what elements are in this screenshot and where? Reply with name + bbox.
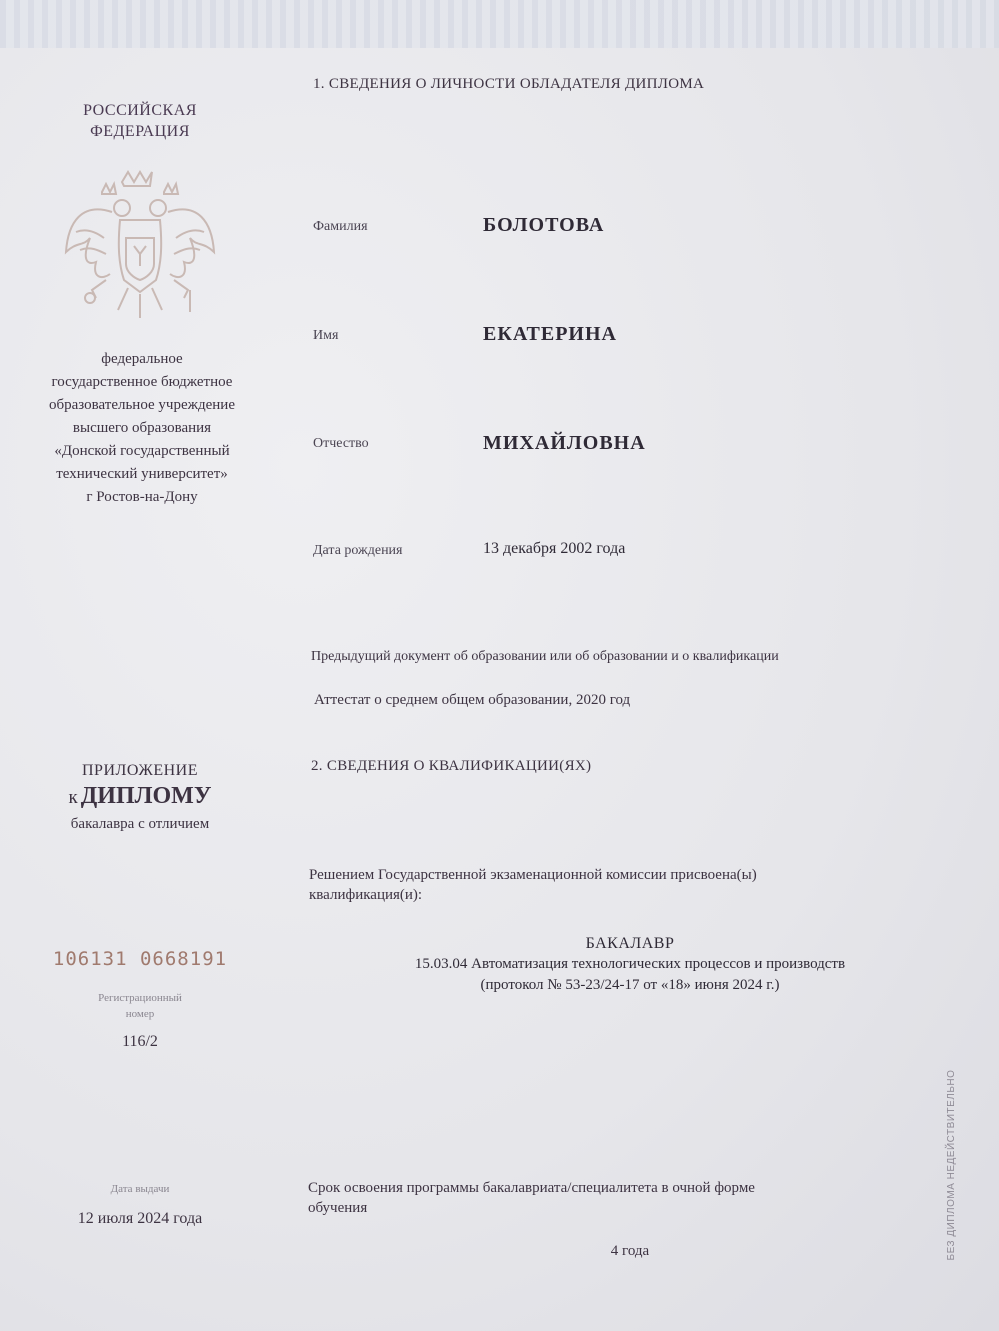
term-label-line-2: обучения [308, 1200, 368, 1216]
appendix-diploma-word: ДИПЛОМУ [80, 783, 212, 809]
patronymic-value: МИХАЙЛОВНА [483, 432, 646, 454]
institution-name [18, 348, 266, 509]
institution-line: высшего образования [72, 420, 212, 436]
country-line-2: ФЕДЕРАЦИЯ [90, 123, 190, 140]
appendix-subtitle: бакалавра с отличием [70, 816, 210, 832]
birth-date-value: 13 декабря 2002 года [483, 540, 626, 557]
institution-line: г Ростов-на-Дону [86, 489, 198, 505]
program-name: 15.03.04 Автоматизация технологических процессов и производств [414, 956, 846, 972]
institution-line: государственное бюджетное [51, 374, 233, 390]
registration-number-label [70, 990, 210, 1022]
institution-line: образовательное учреждение [48, 397, 235, 413]
name-label: Имя [313, 328, 339, 343]
registration-label-line-2: номер [125, 1008, 155, 1020]
serial-number: 106131 0668191 [52, 948, 228, 970]
birth-date-label: Дата рождения [313, 543, 403, 558]
previous-document-label: Предыдущий документ об образовании или об образовании и о квалификации [311, 649, 779, 664]
registration-label-line-1: Регистрационный [98, 992, 182, 1004]
section-2-title: 2. СВЕДЕНИЯ О КВАЛИФИКАЦИИ(ЯХ) [311, 758, 592, 774]
institution-line: федеральное [101, 351, 183, 367]
issue-date-label: Дата выдачи [110, 1183, 170, 1195]
surname-value: БОЛОТОВА [483, 214, 605, 236]
patronymic-label: Отчество [313, 436, 369, 451]
security-pattern-band [0, 0, 999, 48]
validity-side-note: БЕЗ ДИПЛОМА НЕДЕЙСТВИТЕЛЬНО [946, 1069, 957, 1261]
issue-date: 12 июля 2024 года [77, 1210, 203, 1227]
institution-line: технический университет» [56, 466, 228, 482]
coat-of-arms-icon [62, 162, 218, 324]
commission-decision [309, 865, 919, 905]
surname-label: Фамилия [313, 219, 368, 234]
decision-line-1: Решением Государственной экзаменационной комиссии присвоена(ы) [309, 867, 757, 883]
study-term-label [308, 1178, 918, 1218]
qualification-block [330, 933, 930, 996]
previous-document-value: Аттестат о среднем общем образовании, 2020 год [314, 692, 631, 708]
decision-line-2: квалификация(и): [309, 887, 423, 903]
appendix-title: ПРИЛОЖЕНИЕ [81, 762, 198, 779]
protocol-reference: (протокол № 53-23/24-17 от «18» июня 2024 г.) [480, 977, 780, 993]
registration-number: 116/2 [122, 1033, 158, 1050]
term-label-line-1: Срок освоения программы бакалавриата/специалитета в очной форме [308, 1180, 755, 1196]
qualification-title: БАКАЛАВР [585, 935, 675, 952]
institution-line: «Донской государственный [54, 443, 230, 459]
appendix-preposition: к [68, 787, 78, 808]
appendix-main-title [40, 783, 240, 810]
section-1-title: 1. СВЕДЕНИЯ О ЛИЧНОСТИ ОБЛАДАТЕЛЯ ДИПЛОМА [313, 76, 705, 92]
name-value: ЕКАТЕРИНА [483, 323, 617, 345]
country-name [40, 100, 240, 142]
country-line-1: РОССИЙСКАЯ [83, 102, 197, 119]
study-term-value: 4 года [610, 1243, 650, 1259]
